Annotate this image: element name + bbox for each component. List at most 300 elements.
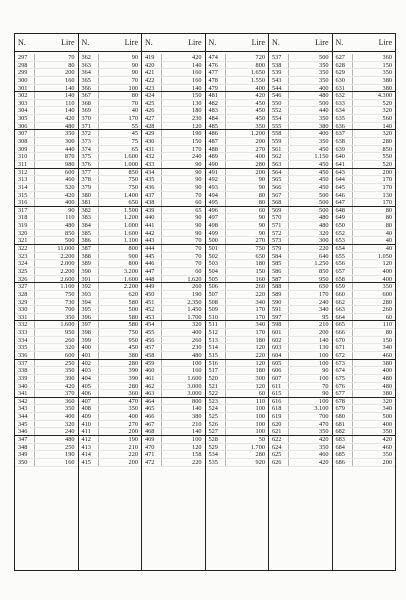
row-number: 658 xyxy=(333,276,353,283)
row-number: 318 xyxy=(15,214,35,221)
table-row xyxy=(142,421,205,429)
row-number: 498 xyxy=(206,222,226,229)
row-lire-value: 50 xyxy=(258,436,265,444)
row-lire-value: 260 xyxy=(192,283,202,291)
table-row xyxy=(142,184,205,192)
table-row xyxy=(206,146,269,154)
table-row xyxy=(142,130,205,138)
row-lire-value: 80 xyxy=(131,92,138,100)
row-number: 482 xyxy=(206,100,226,107)
row-number: 629 xyxy=(333,69,353,76)
row-number: 432 xyxy=(142,153,162,160)
row-lire-value: 170 xyxy=(128,115,138,123)
row-number: 415 xyxy=(79,459,99,466)
table-row xyxy=(206,276,269,284)
table-row xyxy=(206,421,269,429)
row-lire-value: 150 xyxy=(255,267,265,275)
row-number: 506 xyxy=(206,283,226,290)
row-lire-value: 1.500 xyxy=(123,206,138,214)
row-number: 563 xyxy=(269,161,289,168)
table-row xyxy=(15,291,78,299)
table-row xyxy=(142,306,205,314)
row-lire-value: 300 xyxy=(65,138,75,146)
row-lire-value: 180 xyxy=(255,336,265,344)
row-lire-value: 440 xyxy=(65,145,75,153)
row-number: 618 xyxy=(269,405,289,412)
row-lire-value: 220 xyxy=(192,458,202,466)
row-lire-value: 700 xyxy=(319,413,329,421)
table-row xyxy=(333,459,396,467)
row-number: 457 xyxy=(142,344,162,351)
table-row xyxy=(333,383,396,391)
row-lire-value: 270 xyxy=(128,420,138,428)
row-lire-value: 360 xyxy=(65,397,75,405)
row-lire-value: 160 xyxy=(192,367,202,375)
row-lire-value: 140 xyxy=(382,122,392,130)
row-number: 626 xyxy=(269,459,289,466)
row-number: 622 xyxy=(269,436,289,443)
row-number: 566 xyxy=(269,184,289,191)
row-lire-value: 400 xyxy=(65,413,75,421)
row-lire-value: 40 xyxy=(131,107,138,115)
row-number: 368 xyxy=(79,100,99,107)
row-lire-value: 950 xyxy=(65,329,75,337)
table-row xyxy=(142,299,205,307)
column-rows xyxy=(206,52,269,570)
row-number: 627 xyxy=(333,54,353,61)
row-number: 573 xyxy=(269,237,289,244)
table-row xyxy=(206,260,269,268)
row-lire-value: 1.150 xyxy=(314,153,329,161)
table-row xyxy=(269,260,332,268)
row-lire-value: 800 xyxy=(128,260,138,268)
table-row xyxy=(142,192,205,200)
table-row xyxy=(79,245,142,253)
row-number: 675 xyxy=(333,375,353,382)
row-lire-value: 420 xyxy=(192,54,202,61)
table-row xyxy=(269,276,332,284)
table-row xyxy=(79,100,142,108)
row-number: 370 xyxy=(79,115,99,122)
header-lire: Lire xyxy=(61,38,75,47)
table-row xyxy=(333,314,396,322)
table-row xyxy=(206,169,269,177)
table-row xyxy=(79,199,142,207)
row-number: 304 xyxy=(15,107,35,114)
row-number: 363 xyxy=(79,62,99,69)
row-lire-value: 850 xyxy=(382,145,392,153)
row-number: 431 xyxy=(142,146,162,153)
row-lire-value: 340 xyxy=(319,306,329,314)
table-row xyxy=(269,214,332,222)
table-row xyxy=(15,405,78,413)
row-lire-value: 90 xyxy=(195,176,202,184)
table-row xyxy=(206,383,269,391)
row-lire-value: 80 xyxy=(385,329,392,337)
column-header xyxy=(269,34,332,52)
row-lire-value: 620 xyxy=(128,290,138,298)
row-lire-value: 400 xyxy=(65,199,75,207)
row-number: 634 xyxy=(333,107,353,114)
row-lire-value: 90 xyxy=(258,214,265,222)
table-row xyxy=(269,375,332,383)
row-lire-value: 480 xyxy=(382,374,392,382)
row-number: 607 xyxy=(269,375,289,382)
table-row xyxy=(269,360,332,368)
row-number: 364 xyxy=(79,69,99,76)
row-number: 476 xyxy=(206,62,226,69)
table-column xyxy=(142,34,206,570)
table-row xyxy=(15,344,78,352)
row-number: 399 xyxy=(79,337,99,344)
table-row xyxy=(206,130,269,138)
row-lire-value: 750 xyxy=(65,290,75,298)
row-number: 429 xyxy=(142,130,162,137)
table-row xyxy=(206,352,269,360)
row-number: 464 xyxy=(142,398,162,405)
row-number: 495 xyxy=(206,199,226,206)
row-number: 636 xyxy=(333,123,353,130)
table-row xyxy=(333,138,396,146)
row-lire-value: 360 xyxy=(128,390,138,398)
table-row xyxy=(333,344,396,352)
row-lire-value: 100 xyxy=(128,84,138,92)
row-number: 453 xyxy=(142,314,162,321)
column-rows xyxy=(333,52,396,570)
table-row xyxy=(79,54,142,62)
row-number: 660 xyxy=(333,291,353,298)
row-lire-value: 650 xyxy=(255,252,265,260)
row-number: 640 xyxy=(333,153,353,160)
row-number: 602 xyxy=(269,337,289,344)
row-number: 468 xyxy=(142,428,162,435)
table-row xyxy=(79,115,142,123)
table-row xyxy=(79,436,142,444)
row-lire-value: 420 xyxy=(319,458,329,466)
row-number: 392 xyxy=(79,283,99,290)
row-number: 388 xyxy=(79,253,99,260)
row-number: 555 xyxy=(269,123,289,130)
row-lire-value: 380 xyxy=(382,76,392,84)
table-row xyxy=(15,329,78,337)
row-lire-value: 250 xyxy=(65,359,75,367)
row-lire-value: 100 xyxy=(192,436,202,444)
table-row xyxy=(15,390,78,398)
table-row xyxy=(15,276,78,284)
row-lire-value: 580 xyxy=(128,321,138,329)
row-lire-value: 240 xyxy=(65,428,75,436)
table-row xyxy=(269,383,332,391)
row-number: 579 xyxy=(269,245,289,252)
row-lire-value: 600 xyxy=(65,351,75,359)
row-lire-value: 1.550 xyxy=(250,76,265,84)
table-row xyxy=(79,360,142,368)
row-lire-value: 90 xyxy=(258,229,265,237)
row-lire-value: 240 xyxy=(192,153,202,161)
row-number: 337 xyxy=(15,360,35,367)
row-lire-value: 980 xyxy=(65,160,75,168)
row-lire-value: 560 xyxy=(382,115,392,123)
row-lire-value: 220 xyxy=(128,451,138,459)
table-row xyxy=(333,405,396,413)
row-lire-value: 90 xyxy=(195,168,202,176)
row-lire-value: 220 xyxy=(255,290,265,298)
table-row xyxy=(206,314,269,322)
table-row xyxy=(333,169,396,177)
table-row xyxy=(206,54,269,62)
table-row xyxy=(333,192,396,200)
table-row xyxy=(15,184,78,192)
row-lire-value: 480 xyxy=(192,351,202,359)
row-lire-value: 280 xyxy=(255,451,265,459)
table-row xyxy=(333,237,396,245)
row-lire-value: 3.100 xyxy=(314,405,329,413)
header-lire: Lire xyxy=(315,38,329,47)
row-number: 438 xyxy=(142,199,162,206)
row-number: 529 xyxy=(206,444,226,451)
row-number: 489 xyxy=(206,153,226,160)
row-number: 657 xyxy=(333,268,353,275)
row-number: 435 xyxy=(142,176,162,183)
row-lire-value: 640 xyxy=(319,252,329,260)
table-row xyxy=(79,207,142,215)
row-lire-value: 800 xyxy=(192,397,202,405)
row-lire-value: 110 xyxy=(255,397,265,405)
row-number: 616 xyxy=(269,398,289,405)
row-lire-value: 380 xyxy=(192,413,202,421)
row-number: 534 xyxy=(206,451,226,458)
table-row xyxy=(142,146,205,154)
row-lire-value: 180 xyxy=(255,260,265,268)
row-number: 570 xyxy=(269,214,289,221)
row-lire-value: 190 xyxy=(65,451,75,459)
row-number: 479 xyxy=(206,85,226,92)
row-number: 672 xyxy=(333,352,353,359)
table-row xyxy=(206,459,269,467)
row-lire-value: 470 xyxy=(128,397,138,405)
row-number: 365 xyxy=(79,77,99,84)
row-lire-value: 390 xyxy=(65,374,75,382)
table-row xyxy=(269,444,332,452)
row-number: 414 xyxy=(79,451,99,458)
table-row xyxy=(15,268,78,276)
table-row xyxy=(79,192,142,200)
row-number: 336 xyxy=(15,352,35,359)
row-number: 491 xyxy=(206,169,226,176)
row-number: 385 xyxy=(79,230,99,237)
row-lire-value: 480 xyxy=(65,122,75,130)
table-row xyxy=(206,230,269,238)
table-row xyxy=(15,444,78,452)
table-row xyxy=(142,314,205,322)
row-lire-value: 870 xyxy=(65,153,75,161)
table-row xyxy=(142,390,205,398)
row-lire-value: 250 xyxy=(65,443,75,451)
row-number: 564 xyxy=(269,169,289,176)
row-lire-value: 65 xyxy=(195,206,202,214)
row-lire-value: 1.200 xyxy=(123,214,138,222)
row-number: 339 xyxy=(15,375,35,382)
table-row xyxy=(333,444,396,452)
row-lire-value: 260 xyxy=(255,283,265,291)
row-number: 544 xyxy=(269,85,289,92)
row-number: 527 xyxy=(206,428,226,435)
table-row xyxy=(333,360,396,368)
table-row xyxy=(142,260,205,268)
table-row xyxy=(15,123,78,131)
table-column xyxy=(206,34,270,570)
table-row xyxy=(15,176,78,184)
table-row xyxy=(79,390,142,398)
table-row xyxy=(269,306,332,314)
table-row xyxy=(79,413,142,421)
table-row xyxy=(79,230,142,238)
row-number: 590 xyxy=(269,299,289,306)
row-number: 474 xyxy=(206,54,226,61)
row-number: 424 xyxy=(142,92,162,99)
row-number: 632 xyxy=(333,92,353,99)
row-number: 606 xyxy=(269,367,289,374)
row-lire-value: 100 xyxy=(319,397,329,405)
row-lire-value: 240 xyxy=(319,298,329,306)
table-row xyxy=(269,299,332,307)
row-number: 461 xyxy=(142,375,162,382)
row-number: 420 xyxy=(142,62,162,69)
row-lire-value: 70 xyxy=(322,382,329,390)
row-lire-value: 1.100 xyxy=(60,283,75,291)
row-lire-value: 90 xyxy=(131,61,138,69)
table-row xyxy=(142,199,205,207)
row-number: 493 xyxy=(206,184,226,191)
row-lire-value: 100 xyxy=(255,405,265,413)
table-row xyxy=(206,428,269,436)
table-row xyxy=(206,367,269,375)
table-row xyxy=(333,352,396,360)
table-row xyxy=(142,360,205,368)
row-number: 511 xyxy=(206,321,226,328)
row-number: 598 xyxy=(269,321,289,328)
row-lire-value: 110 xyxy=(382,321,392,329)
row-lire-value: 170 xyxy=(255,329,265,337)
row-lire-value: 260 xyxy=(65,336,75,344)
table-row xyxy=(79,69,142,77)
row-lire-value: 480 xyxy=(319,214,329,222)
table-row xyxy=(269,207,332,215)
row-lire-value: 90 xyxy=(195,183,202,191)
row-lire-value: 350 xyxy=(65,130,75,138)
table-row xyxy=(269,85,332,93)
header-number: N. xyxy=(208,38,217,47)
table-row xyxy=(269,92,332,100)
row-number: 539 xyxy=(269,69,289,76)
row-number: 638 xyxy=(333,138,353,145)
row-number: 411 xyxy=(79,428,99,435)
row-number: 389 xyxy=(79,260,99,267)
row-number: 639 xyxy=(333,146,353,153)
row-number: 647 xyxy=(333,199,353,206)
table-row xyxy=(206,62,269,70)
header-lire: Lire xyxy=(378,38,392,47)
table-row xyxy=(206,268,269,276)
row-number: 538 xyxy=(269,62,289,69)
row-lire-value: 1.250 xyxy=(314,260,329,268)
table-row xyxy=(15,62,78,70)
row-number: 469 xyxy=(142,436,162,443)
table-row xyxy=(269,459,332,467)
row-number: 303 xyxy=(15,100,35,107)
table-row xyxy=(269,176,332,184)
row-number: 552 xyxy=(269,107,289,114)
row-number: 386 xyxy=(79,237,99,244)
header-number: N. xyxy=(145,38,153,47)
row-lire-value: 160 xyxy=(65,458,75,466)
table-row xyxy=(142,54,205,62)
row-lire-value: 390 xyxy=(128,367,138,375)
table-row xyxy=(206,192,269,200)
row-number: 550 xyxy=(269,100,289,107)
row-number: 403 xyxy=(79,367,99,374)
row-lire-value: 120 xyxy=(192,443,202,451)
table-row xyxy=(79,153,142,161)
table-row xyxy=(15,436,78,444)
table-row xyxy=(142,92,205,100)
table-row xyxy=(333,153,396,161)
table-row xyxy=(206,375,269,383)
row-number: 342 xyxy=(15,398,35,405)
row-lire-value: 190 xyxy=(128,436,138,444)
row-lire-value: 480 xyxy=(65,222,75,230)
row-lire-value: 380 xyxy=(128,351,138,359)
row-lire-value: 480 xyxy=(382,382,392,390)
row-lire-value: 950 xyxy=(128,336,138,344)
row-lire-value: 280 xyxy=(382,298,392,306)
row-number: 515 xyxy=(206,352,226,359)
table-row xyxy=(333,146,396,154)
row-number: 314 xyxy=(15,184,35,191)
row-lire-value: 320 xyxy=(65,344,75,352)
table-row xyxy=(206,184,269,192)
row-lire-value: 200 xyxy=(382,168,392,176)
row-lire-value: 350 xyxy=(65,313,75,321)
table-row xyxy=(269,153,332,161)
row-number: 628 xyxy=(333,62,353,69)
row-number: 587 xyxy=(269,276,289,283)
row-lire-value: 320 xyxy=(382,130,392,138)
table-row xyxy=(142,237,205,245)
row-number: 321 xyxy=(15,237,35,244)
row-number: 404 xyxy=(79,375,99,382)
row-number: 568 xyxy=(269,199,289,206)
row-number: 584 xyxy=(269,253,289,260)
row-number: 514 xyxy=(206,344,226,351)
row-number: 410 xyxy=(79,421,99,428)
row-number: 470 xyxy=(142,444,162,451)
table-row xyxy=(333,100,396,108)
table-row xyxy=(15,161,78,169)
table-row xyxy=(15,214,78,222)
table-row xyxy=(269,421,332,429)
row-lire-value: 500 xyxy=(319,54,329,61)
row-lire-value: 110 xyxy=(65,99,75,107)
row-number: 384 xyxy=(79,222,99,229)
row-lire-value: 950 xyxy=(319,275,329,283)
table-row xyxy=(333,367,396,375)
table-row xyxy=(79,421,142,429)
table-row xyxy=(79,107,142,115)
row-lire-value: 260 xyxy=(192,336,202,344)
row-number: 382 xyxy=(79,207,99,214)
table-row xyxy=(79,329,142,337)
